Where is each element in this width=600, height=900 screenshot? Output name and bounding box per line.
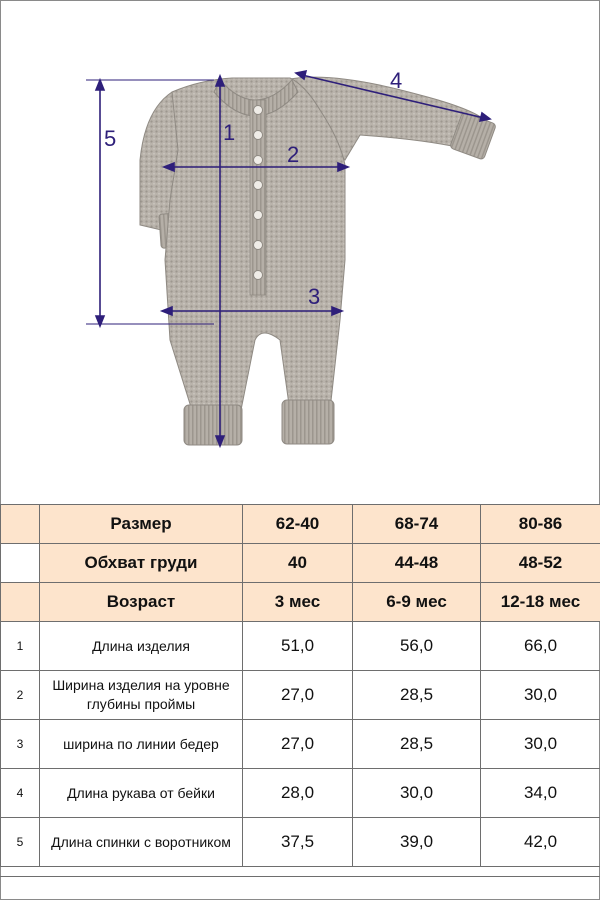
marker-5: 5 (104, 126, 117, 151)
header-value: 40 (243, 544, 353, 583)
row-value: 34,0 (481, 769, 600, 818)
header-value: 3 мес (243, 583, 353, 622)
header-value: 48-52 (481, 544, 600, 583)
row-value: 28,5 (353, 720, 481, 769)
row-label: ширина по линии бедер (40, 720, 243, 769)
bottom-divider (0, 876, 600, 877)
row-index: 4 (1, 769, 40, 818)
row-value: 56,0 (353, 622, 481, 671)
row-value: 30,0 (481, 671, 600, 720)
row-label: Длина изделия (40, 622, 243, 671)
header-index-cell (1, 583, 40, 622)
header-index-cell (1, 505, 40, 544)
header-label: Возраст (40, 583, 243, 622)
table-row (1, 769, 600, 818)
row-value: 37,5 (243, 818, 353, 867)
row-value: 51,0 (243, 622, 353, 671)
marker-3: 3 (308, 284, 321, 309)
row-value: 30,0 (353, 769, 481, 818)
row-label: Длина рукава от бейки (40, 769, 243, 818)
table-row (1, 622, 600, 671)
row-index: 3 (1, 720, 40, 769)
header-value: 62-40 (243, 505, 353, 544)
marker-4: 4 (390, 68, 403, 93)
header-row-chest (1, 544, 600, 583)
marker-1: 1 (223, 120, 236, 145)
row-index: 1 (1, 622, 40, 671)
row-value: 39,0 (353, 818, 481, 867)
table-row (1, 720, 600, 769)
header-value: 44-48 (353, 544, 481, 583)
header-value: 6-9 мес (353, 583, 481, 622)
header-row-size (1, 505, 600, 544)
size-chart-table (0, 504, 600, 867)
marker-2: 2 (287, 142, 300, 167)
header-index-cell (1, 544, 40, 583)
row-value: 27,0 (243, 720, 353, 769)
row-value: 42,0 (481, 818, 600, 867)
row-value: 28,0 (243, 769, 353, 818)
table-row (1, 818, 600, 867)
header-row-age (1, 583, 600, 622)
row-value: 30,0 (481, 720, 600, 769)
row-value: 66,0 (481, 622, 600, 671)
row-value: 27,0 (243, 671, 353, 720)
row-index: 2 (1, 671, 40, 720)
header-value: 68-74 (353, 505, 481, 544)
row-index: 5 (1, 818, 40, 867)
row-value: 28,5 (353, 671, 481, 720)
header-value: 12-18 мес (481, 583, 600, 622)
row-label: Ширина изделия на уровне глубины проймы (40, 671, 243, 720)
header-label: Обхват груди (40, 544, 243, 583)
table-row (1, 671, 600, 720)
romper-garment (140, 77, 496, 445)
header-label: Размер (40, 505, 243, 544)
row-label: Длина спинки с воротником (40, 818, 243, 867)
header-value: 80-86 (481, 505, 600, 544)
